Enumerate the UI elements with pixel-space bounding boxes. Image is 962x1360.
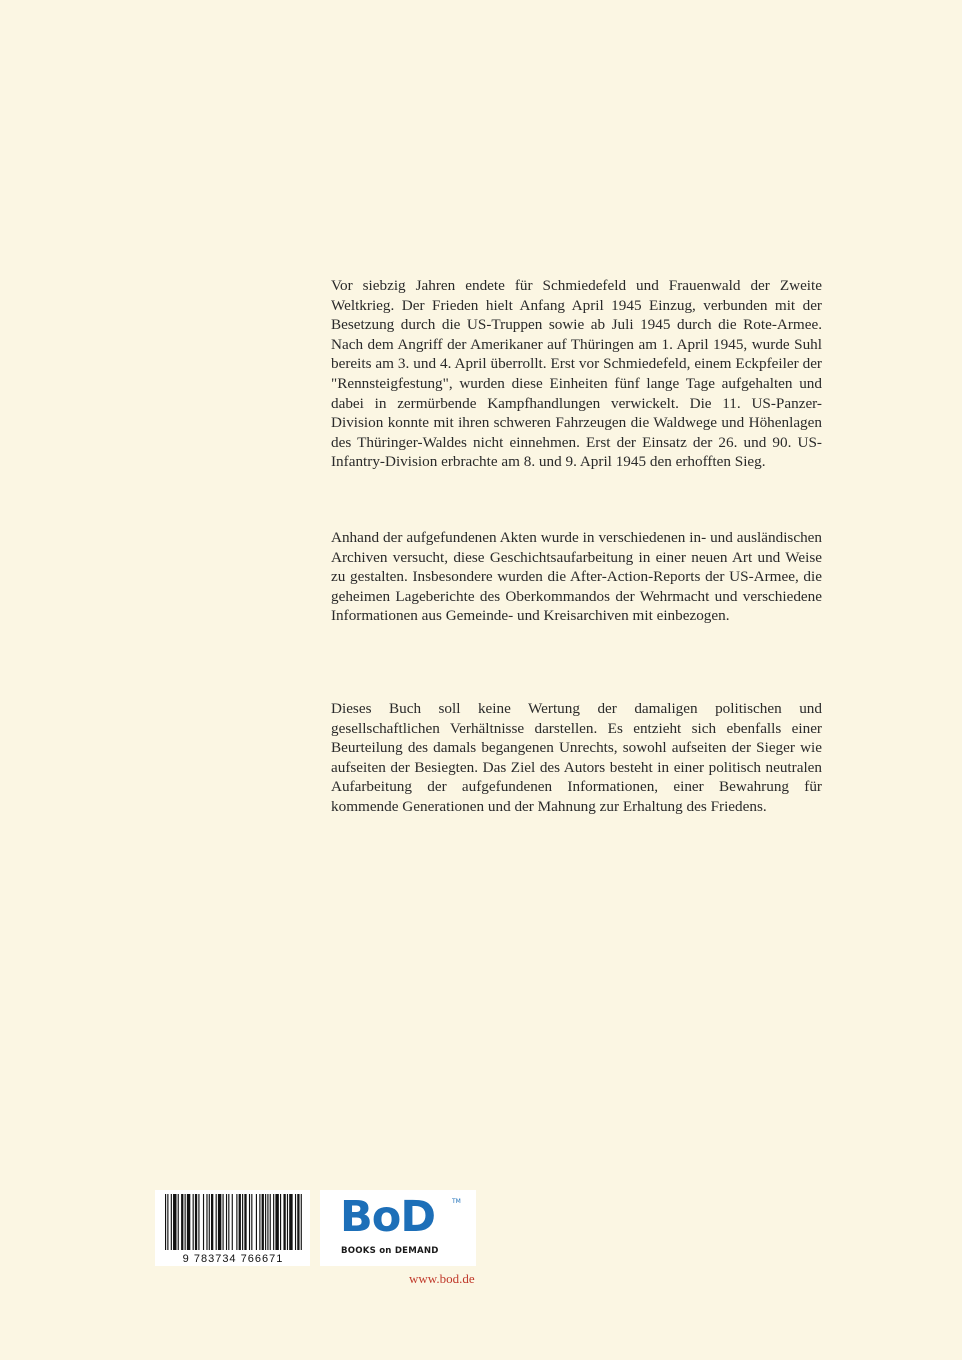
barcode-bar [275,1194,278,1250]
barcode-bar [211,1194,213,1250]
barcode-bar [259,1194,260,1250]
barcode-bar [167,1194,168,1250]
barcode-bar [287,1194,288,1250]
barcode-bar [228,1194,229,1250]
barcode-bar [206,1194,207,1250]
barcode-number: 9 783734 766671 [182,1253,284,1265]
barcode-bar [198,1194,199,1250]
barcode-bar [301,1194,302,1250]
barcode-bar [242,1194,243,1250]
barcode-bar [203,1194,204,1250]
barcode-bar [187,1194,190,1250]
barcode-bar [273,1194,274,1250]
barcode-bar [295,1194,296,1250]
barcode-bar [265,1194,266,1250]
barcode-bar [283,1194,285,1250]
barcode-bar [209,1194,210,1250]
barcode-bar [195,1194,197,1250]
barcode-bar [226,1194,227,1250]
barcode-bar [270,1194,271,1250]
barcode-bar [223,1194,224,1250]
barcode-bar [181,1194,183,1250]
barcode-bar [262,1194,264,1250]
barcode-bar [256,1194,257,1250]
barcode-bar [280,1194,281,1250]
barcode-bar [239,1194,241,1250]
barcode-bar [289,1194,292,1250]
barcode-bar [216,1194,217,1250]
barcode-bar [236,1194,237,1250]
barcode-bars [155,1190,310,1266]
barcode-bar [178,1194,179,1250]
trademark-mark: TM [452,1198,461,1205]
barcode-bar [185,1194,186,1250]
barcode-bar [218,1194,221,1250]
barcode-bar [171,1194,172,1250]
barcode-bar [267,1194,268,1250]
blurb-paragraph-2: Anhand der aufgefundenen Akten wurde in verschiedenen in- und ausländischen Archiven versucht, diese Geschichtsaufarbeitung in einer neuen Art und Weise zu gestalten. Insbesondere wurden die After-Action-Reports der US-Armee, die geheimen Lageberichte des Oberkommandos der Wehrmacht und verschiedene Informationen aus Gemeinde- und Kreisarchiven mit einbezogen. [331,529,822,625]
publisher-logo [320,1190,476,1266]
barcode-bar [193,1194,194,1250]
barcode-bar [249,1194,250,1250]
blurb-paragraph-1: Vor siebzig Jahren endete für Schmiedefeld und Frauenwald der Zweite Weltkrieg. Der Frieden hielt Anfang April 1945 Einzug, verbunden mit der Besetzung durch die US-Truppen sowie ab Juli 1945 durch die Rote-Armee. Nach dem Angriff der Amerikaner auf Thüringen am 1. April 1945, wurde Suhl bereits am 3. und 4. April überrollt. Erst vor Schmiedefeld, einem Eckpfeiler der "Rennsteigfestung", wurden diese Einheiten fünf lange Tage aufgehalten und dabei in zermürbende Kampfhandlungen verwickelt. Die 11. US-Panzer-Division konnte mit ihren schweren Fahrzeugen die Waldwege und Höhenlagen des Thüringer-Waldes nicht einnehmen. Erst der Einsatz der 26. und 90. US-Infantry-Division erbrachte am 8. und 9. April 1945 den erhofften Sieg. [331,277,822,471]
barcode-bar [232,1194,233,1250]
bod-tagline: BOOKS on DEMAND [341,1246,439,1256]
barcode-bar [297,1194,299,1250]
barcode-bar [251,1194,252,1250]
publisher-url[interactable]: www.bod.de [409,1271,475,1286]
bod-logo-word: BoD [340,1192,436,1242]
blurb-paragraph-3: Dieses Buch soll keine Wertung der damaligen politischen und gesellschaftlichen Verhältnisse darstellen. Es entzieht sich ebenfalls einer Beurteilung des damals begangenen Unrechts, sowohl aufseiten der Sieger wie aufseiten der Besiegten. Das Ziel des Autors besteht in einer politisch neutralen Aufarbeitung der aufgefundenen Informationen, einer Bewahrung für kommende Generationen und der Mahnung zur Erhaltung des Friedens. [331,700,822,815]
isbn-barcode [155,1190,310,1266]
barcode-bar [173,1194,176,1250]
barcode-bar [165,1194,166,1250]
barcode-bar [244,1194,246,1250]
